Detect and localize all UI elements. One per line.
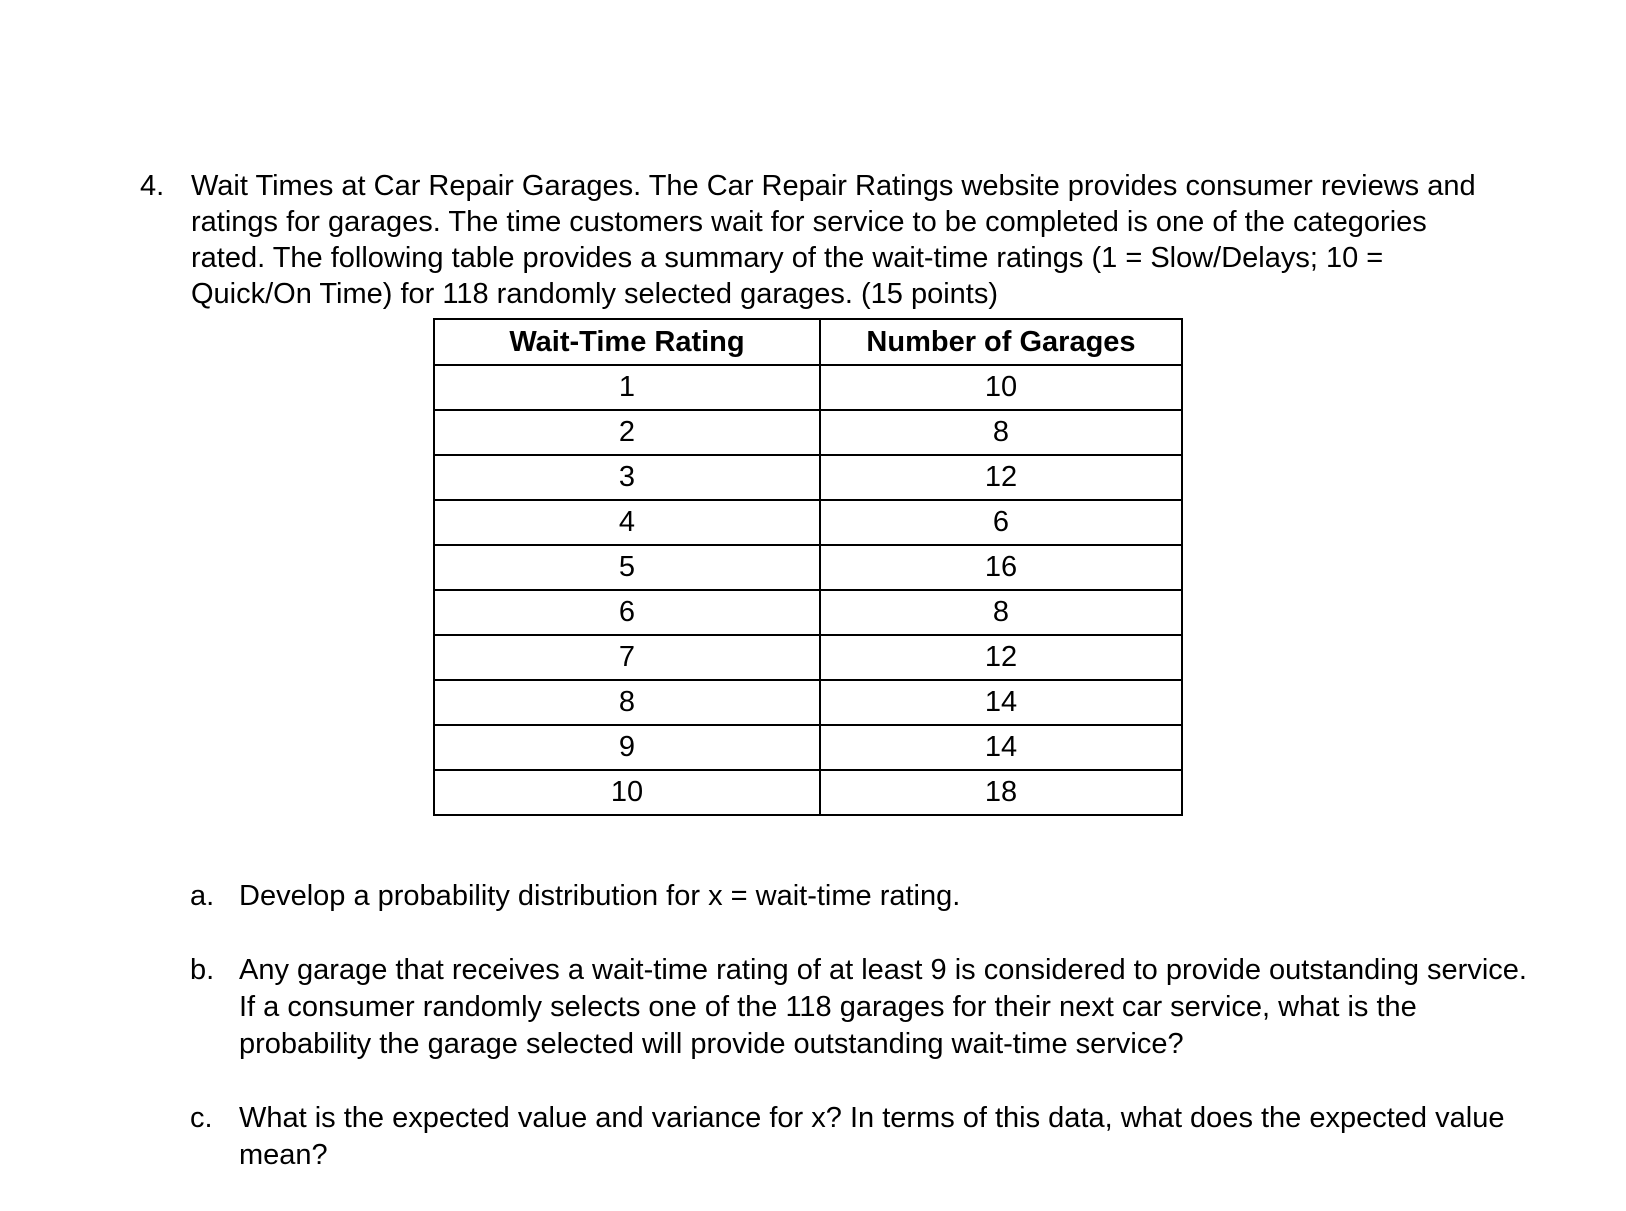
table-row (434, 545, 1182, 590)
part-a-letter: a. (190, 880, 215, 912)
part-b (190, 952, 1590, 1063)
table-row (434, 770, 1182, 815)
part-a (190, 878, 1590, 915)
question-4 (140, 168, 1530, 312)
rating-cell: 1 (434, 365, 820, 410)
part-b-text: Any garage that receives a wait-time rating of at least 9 is considered to provide outstanding service. If a consumer randomly selects one of the 118 garages for their next car service, what is the probability the garage selected will provide outstanding wait-time service? (239, 954, 1527, 1060)
rating-cell: 4 (434, 500, 820, 545)
header-wait-time-rating: Wait-Time Rating (434, 319, 820, 365)
count-cell: 14 (820, 725, 1182, 770)
rating-cell: 7 (434, 635, 820, 680)
question-number: 4. (140, 170, 165, 202)
table-row (434, 365, 1182, 410)
part-b-letter: b. (190, 954, 215, 986)
count-cell: 12 (820, 455, 1182, 500)
rating-cell: 2 (434, 410, 820, 455)
question-text: Wait Times at Car Repair Garages. The Car Repair Ratings website provides consumer reviews and ratings for garages. The time customers wait for service to be completed is one of the categories rated. The following table provides a summary of the wait-time ratings (1 = Slow/Delays; 10 = Quick/On Time) for 118 randomly selected garages. (15 points) (191, 170, 1476, 310)
count-cell: 16 (820, 545, 1182, 590)
count-cell: 8 (820, 590, 1182, 635)
count-cell: 14 (820, 680, 1182, 725)
wait-time-table (433, 318, 1183, 816)
table-row (434, 455, 1182, 500)
table-row (434, 635, 1182, 680)
header-number-of-garages: Number of Garages (820, 319, 1182, 365)
count-cell: 18 (820, 770, 1182, 815)
rating-cell: 8 (434, 680, 820, 725)
table-header-row (434, 319, 1182, 365)
count-cell: 6 (820, 500, 1182, 545)
part-c-letter: c. (190, 1102, 213, 1134)
rating-cell: 10 (434, 770, 820, 815)
count-cell: 8 (820, 410, 1182, 455)
part-c (190, 1100, 1590, 1174)
rating-cell: 9 (434, 725, 820, 770)
question-parts (190, 878, 1590, 1211)
rating-cell: 5 (434, 545, 820, 590)
table-row (434, 500, 1182, 545)
table-row (434, 410, 1182, 455)
table-row (434, 680, 1182, 725)
count-cell: 10 (820, 365, 1182, 410)
table-row (434, 590, 1182, 635)
table-row (434, 725, 1182, 770)
count-cell: 12 (820, 635, 1182, 680)
part-a-text: Develop a probability distribution for x = wait-time rating. (239, 880, 961, 912)
rating-cell: 3 (434, 455, 820, 500)
part-c-text: What is the expected value and variance for x? In terms of this data, what does the expected value mean? (239, 1102, 1505, 1171)
rating-cell: 6 (434, 590, 820, 635)
